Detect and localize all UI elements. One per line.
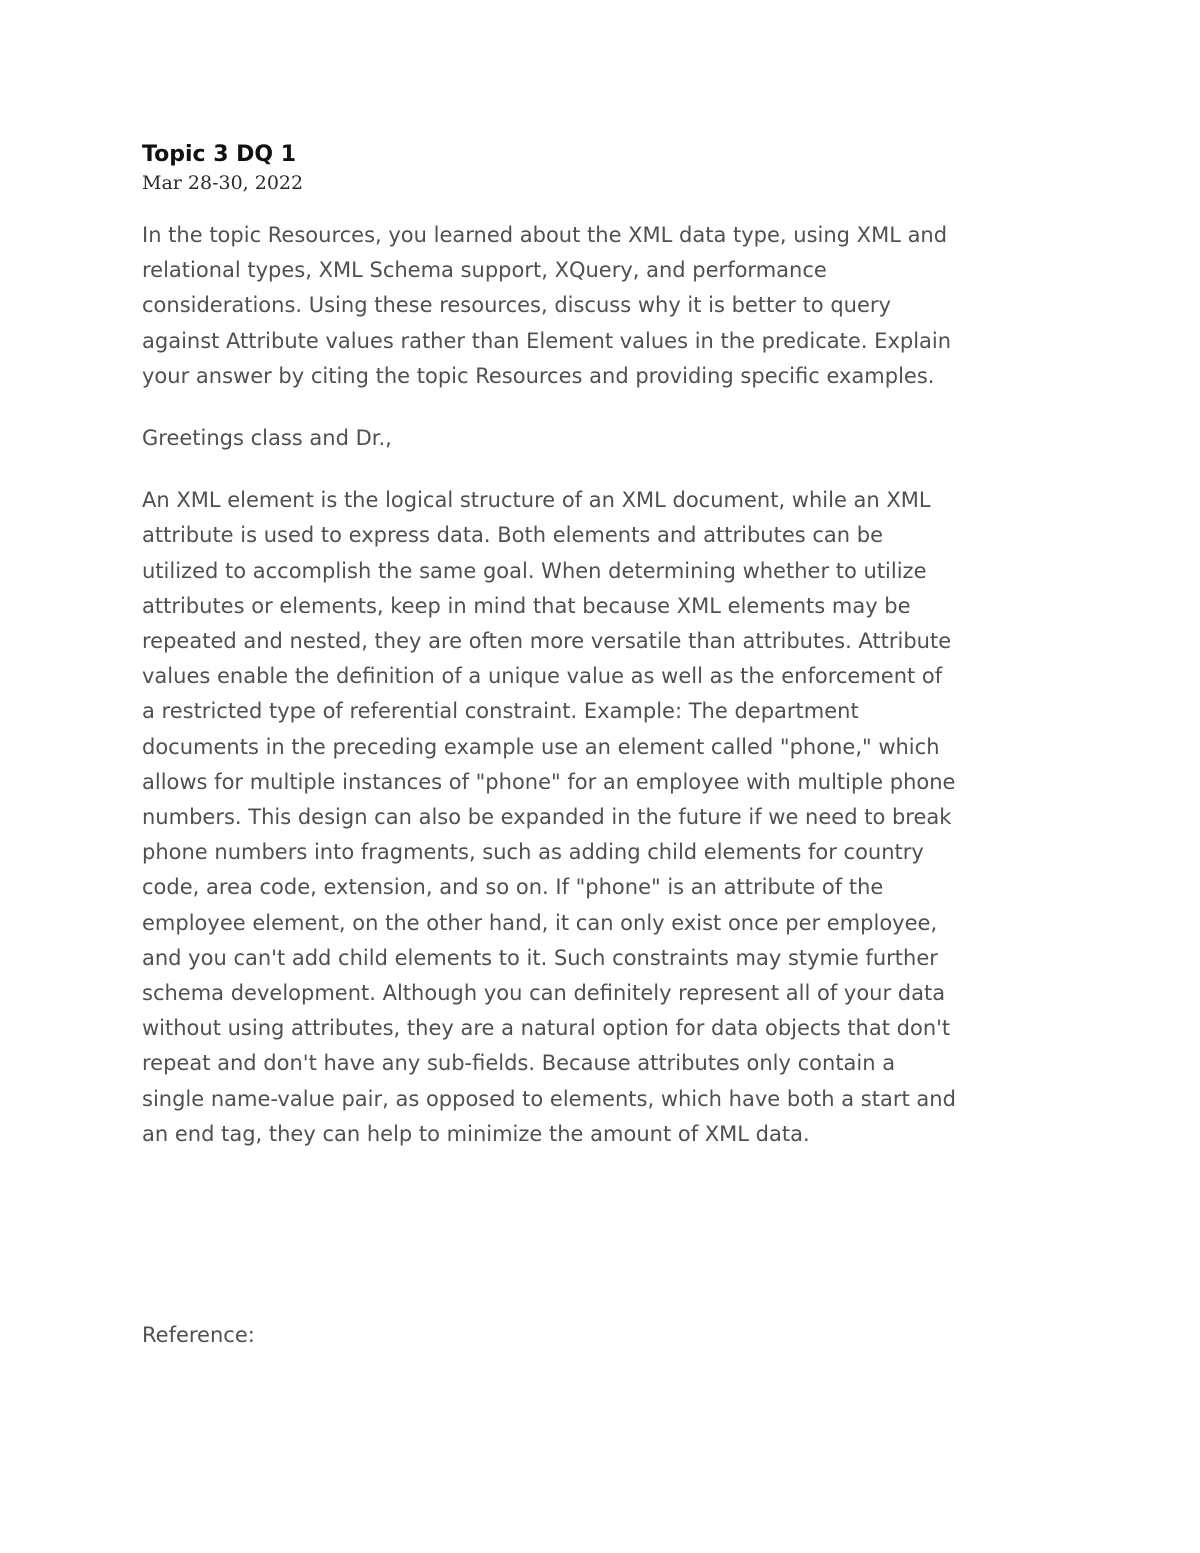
document-title: Topic 3 DQ 1 [142,142,297,167]
greeting-paragraph: Greetings class and Dr., [142,426,392,451]
prompt-paragraph: In the topic Resources, you learned about the XML data type, using XML and relational types, XML Schema support, XQuery, and performance considerations. Using these resources, discuss why it is better to query against Attribute values rather than Element values in the predicate. Explain your answer by citing the topic Resources and providing specific examples. [142,223,952,388]
reference-label: Reference: [142,1323,255,1347]
document-date: Mar 28-30, 2022 [142,172,304,194]
document-page [142,140,1072,1179]
body-paragraph: An XML element is the logical structure of an XML document, while an XML attribute is used to express data. Both elements and attributes can be utilized to accomplish the same goal. When determining whether to utilize attributes or elements, keep in mind that because XML elements may be repeated and nested, they are often more versatile than attributes. Attribute values enable the definition of a unique value as well as the enforcement of a restricted type of referential constraint. Example: The department documents in the preceding example use an element called "phone," which allows for multiple instances of "phone" for an employee with multiple phone numbers. This design can also be expanded in the future if we need to break phone numbers into fragments, such as adding child elements for country code, area code, extension, and so on. If "phone" is an attribute of the employee element, on the other hand, it can only exist once per employee, and you can't add child elements to it. Such constraints may stymie further schema development. Although you can definitely represent all of your data without using attributes, they are a natural option for data objects that don't repeat and don't have any sub-fields. Because attributes only contain a single name-value pair, as opposed to elements, which have both a start and an end tag, they can help to minimize the amount of XML data. [142,488,956,1146]
